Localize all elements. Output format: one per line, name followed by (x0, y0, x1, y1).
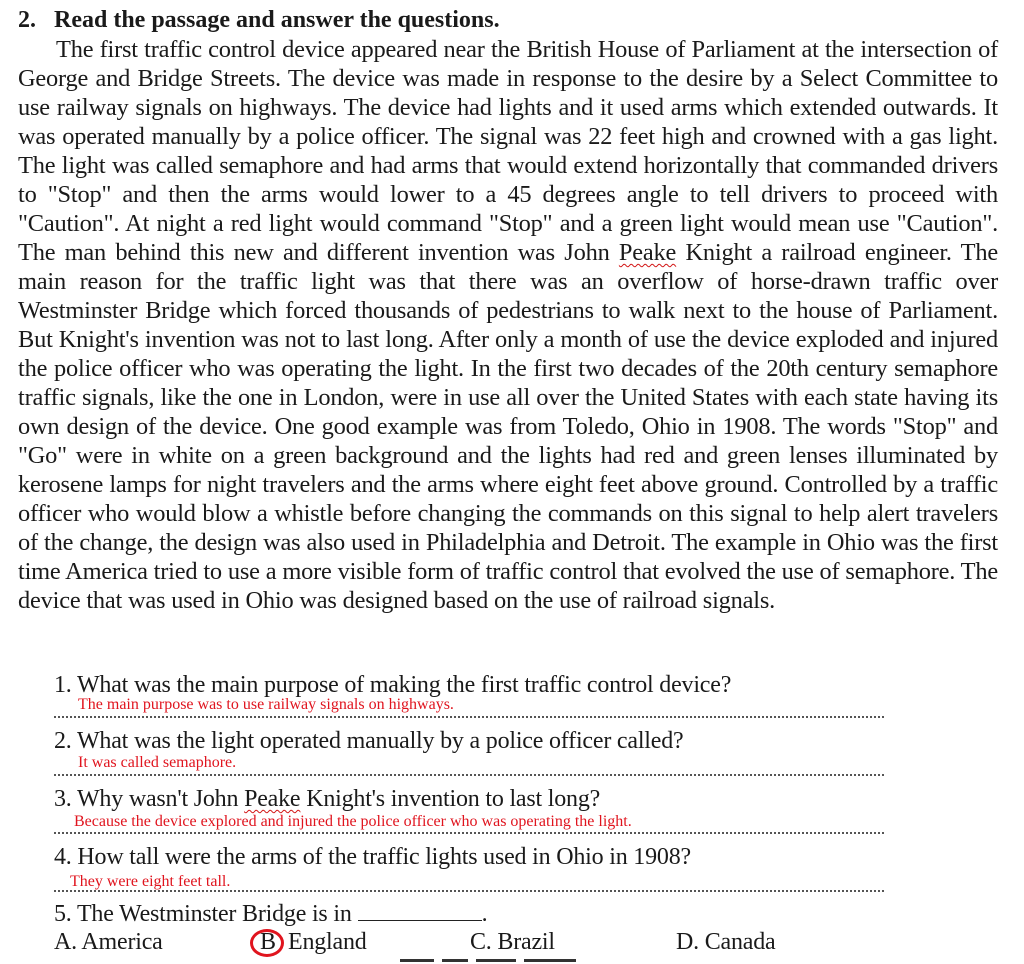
option-b-letter[interactable]: B (260, 929, 276, 955)
option-a[interactable]: A. America (54, 929, 163, 955)
option-c[interactable]: C. Brazil (470, 929, 555, 955)
question-5-text: 5. The Westminster Bridge is in (54, 901, 352, 927)
answer-line-2 (54, 774, 884, 776)
spellcheck-underline: Peake (618, 239, 677, 266)
exercise-instruction: Read the passage and answer the questions. (54, 7, 500, 33)
question-5 (54, 900, 487, 928)
option-b-text[interactable]: England (288, 929, 367, 955)
answer-4: They were eight feet tall. (70, 873, 231, 890)
answer-line-4 (54, 890, 884, 892)
answer-line-1 (54, 716, 884, 718)
answer-1: The main purpose was to use railway signals on highways. (78, 696, 454, 713)
reading-passage: The first traffic control device appeared near the British House of Parliament at the intersection of George and Bridge Streets. The device was made in response to the desire by a Select Committee to use railway signals on highways. The device had lights and it used arms which extended outwards. It was operated manually by a police officer. The signal was 22 feet high and crowned with a gas light. The light was called semaphore and had arms that would extend horizontally that commanded drivers to "Stop" and then the arms would lower to a 45 degrees angle to tell drivers to proceed with "Caution". At night a red light would command "Stop" and a green light would mean use "Caution". The man behind this new and different invention was John Peake Knight a railroad engineer. The main reason for the traffic light was that there was an overflow of horse-drawn traffic over Westminster Bridge which forced thousands of pedestrians to walk next to the house of Parliament. But Knight's invention was not to last long. After only a month of use the device exploded and injured the police officer who was operating the light. In the first two decades of the 20th century semaphore traffic signals, like the one in London, were in use all over the United States with each state having its own design of the device. One good example was from Toledo, Ohio in 1908. The words "Stop" and "Go" were in white on a green background and the lights had red and green lenses illuminated by kerosene lamps for night travelers and the arms where eight feet above ground. Controlled by a traffic officer who would blow a whistle before changing the commands on this signal to help alert travelers of the change, the design was also used in Philadelphia and Detroit. The example in Ohio was the first time America tried to use a more visible form of traffic control that evolved the use of semaphore. The device that was used in Ohio was designed based on the use of railroad signals. (18, 36, 998, 614)
question-2: 2. What was the light operated manually by a police officer called? (54, 728, 684, 754)
answer-blank (358, 900, 482, 921)
question-5-period: . (481, 901, 488, 927)
answer-line-3 (54, 832, 884, 834)
answer-options (54, 928, 954, 958)
answer-3: Because the device explored and injured the police officer who was operating the light. (74, 813, 632, 830)
answer-2: It was called semaphore. (78, 754, 237, 771)
question-4: 4. How tall were the arms of the traffic lights used in Ohio in 1908? (54, 844, 691, 870)
question-1: 1. What was the main purpose of making the first traffic control device? (54, 672, 732, 698)
exercise-number: 2. (18, 7, 36, 33)
spellcheck-underline: Peake (244, 786, 301, 812)
next-section-heading-cropped (400, 959, 620, 964)
exercise-heading (18, 5, 500, 35)
question-3: 3. Why wasn't John Peake Knight's invention to last long? (54, 786, 601, 812)
option-d[interactable]: D. Canada (676, 929, 776, 955)
